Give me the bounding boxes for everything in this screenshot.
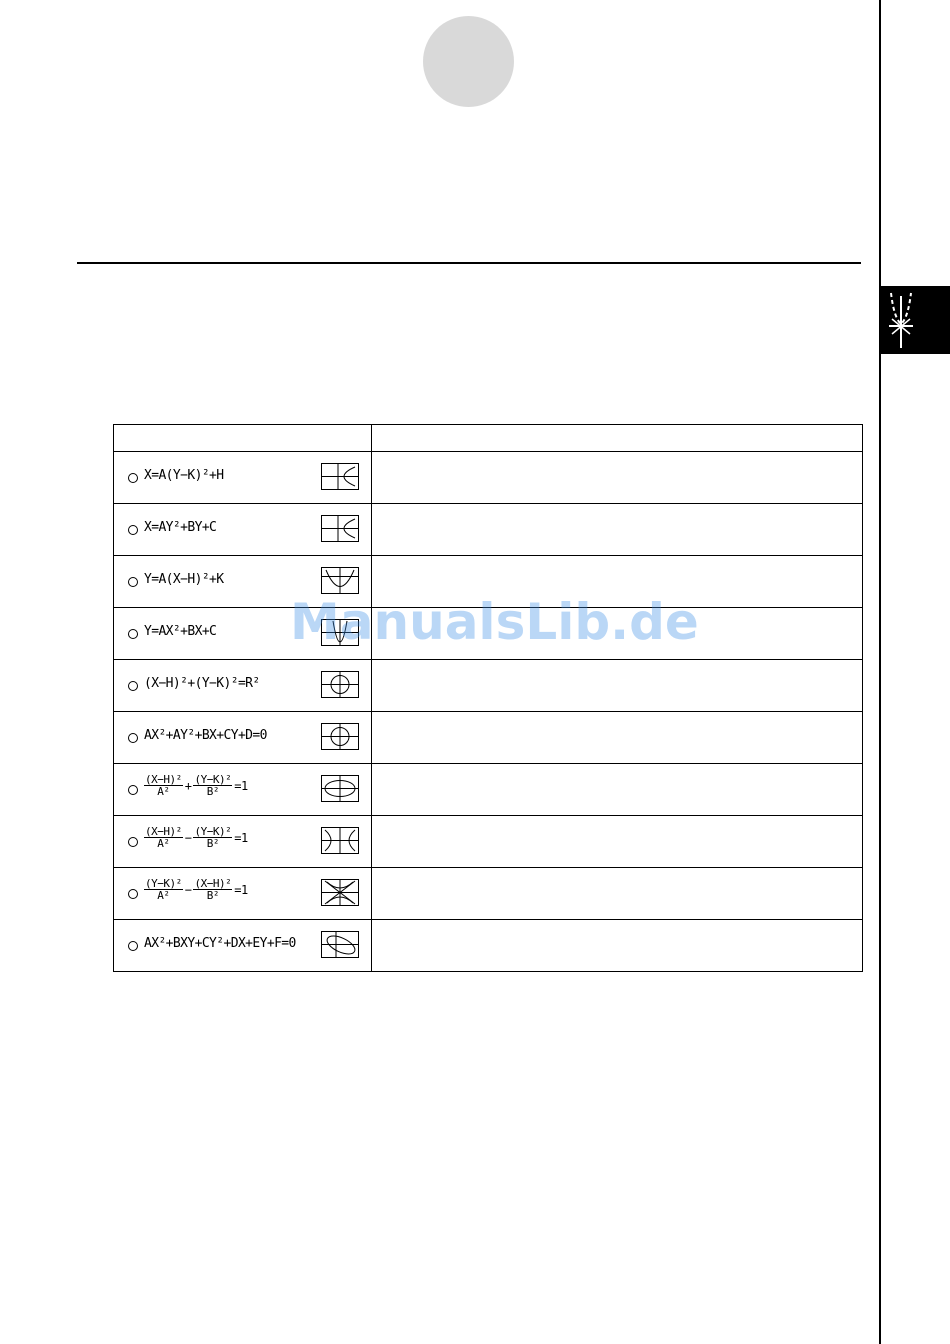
- radio-bullet-icon: [128, 629, 138, 639]
- parabola-vertical-up-icon: [321, 567, 359, 594]
- radio-bullet-icon: [128, 941, 138, 951]
- radio-bullet-icon: [128, 525, 138, 535]
- graph-type-cell: [114, 504, 372, 556]
- radio-bullet-icon: [128, 785, 138, 795]
- circle-icon: [321, 671, 359, 698]
- description-cell: [372, 660, 863, 712]
- formula-rhs: =1: [234, 778, 248, 793]
- table-row: [114, 764, 863, 816]
- table-row: [114, 504, 863, 556]
- table-row: [114, 608, 863, 660]
- fraction-numerator: (X−H)²: [145, 773, 182, 786]
- graph-type-cell: [114, 816, 372, 868]
- fraction-denominator: A²: [157, 837, 170, 850]
- description-cell: [372, 452, 863, 504]
- description-cell: [372, 868, 863, 920]
- formula-text: Y=AX²+BX+C: [144, 624, 217, 639]
- fraction-numerator: (Y−K)²: [194, 825, 232, 838]
- heading-rule: [77, 262, 861, 264]
- description-cell: [372, 920, 863, 972]
- fraction: [193, 774, 232, 797]
- graph-type-cell: [114, 920, 372, 972]
- fraction: [144, 878, 183, 901]
- table-row: [114, 920, 863, 972]
- formula-operator: −: [184, 882, 192, 897]
- fraction-numerator: (Y−K)²: [194, 773, 232, 786]
- fraction-denominator: B²: [206, 785, 219, 798]
- fraction-denominator: B²: [206, 889, 219, 902]
- circle-icon: [321, 723, 359, 750]
- graph-type-cell: [114, 764, 372, 816]
- graph-type-option: [114, 816, 371, 867]
- graph-type-cell: [114, 712, 372, 764]
- formula-text: AX²+AY²+BX+CY+D=0: [144, 728, 267, 743]
- watermark: ManualsLib.de: [290, 593, 699, 651]
- table-row: [114, 660, 863, 712]
- graph-type-option: [114, 556, 371, 607]
- fraction-formula: [144, 878, 248, 901]
- graph-type-cell: [114, 556, 372, 608]
- formula-rhs: =1: [234, 830, 248, 845]
- table-row: [114, 868, 863, 920]
- header-cell-graph-type: [114, 425, 372, 452]
- graph-type-option: [114, 920, 371, 971]
- graph-type-option: [114, 712, 371, 763]
- table-row: [114, 452, 863, 504]
- radio-bullet-icon: [128, 733, 138, 743]
- fraction-formula: [144, 826, 248, 849]
- conic-graph-table: [113, 424, 863, 972]
- graph-type-cell: [114, 608, 372, 660]
- radio-bullet-icon: [128, 889, 138, 899]
- formula-text: X=AY²+BY+C: [144, 520, 217, 535]
- conic-section-chapter-icon: [881, 286, 950, 354]
- graph-type-option: [114, 452, 371, 503]
- fraction: [144, 774, 183, 797]
- formula-text: (X−H)²+(Y−K)²=R²: [144, 676, 260, 691]
- fraction-denominator: A²: [157, 785, 170, 798]
- parabola-horizontal-icon: [321, 515, 359, 542]
- description-cell: [372, 816, 863, 868]
- graph-type-option: [114, 764, 371, 815]
- table-row: [114, 816, 863, 868]
- description-cell: [372, 504, 863, 556]
- fraction-denominator: A²: [157, 889, 170, 902]
- fraction-numerator: (X−H)²: [194, 877, 232, 890]
- chapter-tab: [881, 286, 950, 354]
- hyperbola-vertical-icon: [321, 879, 359, 906]
- fraction-numerator: (Y−K)²: [145, 877, 182, 890]
- radio-bullet-icon: [128, 681, 138, 691]
- formula-text: X=A(Y−K)²+H: [144, 468, 224, 483]
- formula-text: AX²+BXY+CY²+DX+EY+F=0: [144, 936, 296, 951]
- table-row: [114, 712, 863, 764]
- graph-type-cell: [114, 660, 372, 712]
- side-margin-rule: [879, 0, 881, 1344]
- graph-type-option: [114, 504, 371, 555]
- general-conic-icon: [321, 931, 359, 958]
- formula-text: Y=A(X−H)²+K: [144, 572, 224, 587]
- description-cell: [372, 556, 863, 608]
- fraction: [144, 826, 183, 849]
- fraction-numerator: (X−H)²: [145, 825, 182, 838]
- fraction: [193, 878, 232, 901]
- formula-rhs: =1: [234, 882, 248, 897]
- ellipse-icon: [321, 775, 359, 802]
- description-cell: [372, 712, 863, 764]
- page-number-circle: [423, 16, 514, 107]
- graph-type-cell: [114, 452, 372, 504]
- fraction-denominator: B²: [206, 837, 219, 850]
- fraction-formula: [144, 774, 248, 797]
- description-cell: [372, 608, 863, 660]
- formula-operator: +: [184, 778, 192, 793]
- parabola-horizontal-icon: [321, 463, 359, 490]
- radio-bullet-icon: [128, 577, 138, 587]
- hyperbola-horizontal-icon: [321, 827, 359, 854]
- description-cell: [372, 764, 863, 816]
- formula-operator: −: [184, 830, 192, 845]
- table-row: [114, 556, 863, 608]
- fraction: [193, 826, 232, 849]
- header-cell-description: [372, 425, 863, 452]
- graph-type-option: [114, 660, 371, 711]
- parabola-vertical-down-icon: [321, 619, 359, 646]
- graph-type-cell: [114, 868, 372, 920]
- radio-bullet-icon: [128, 473, 138, 483]
- graph-type-option: [114, 868, 371, 919]
- radio-bullet-icon: [128, 837, 138, 847]
- table-header-row: [114, 425, 863, 452]
- graph-type-option: [114, 608, 371, 659]
